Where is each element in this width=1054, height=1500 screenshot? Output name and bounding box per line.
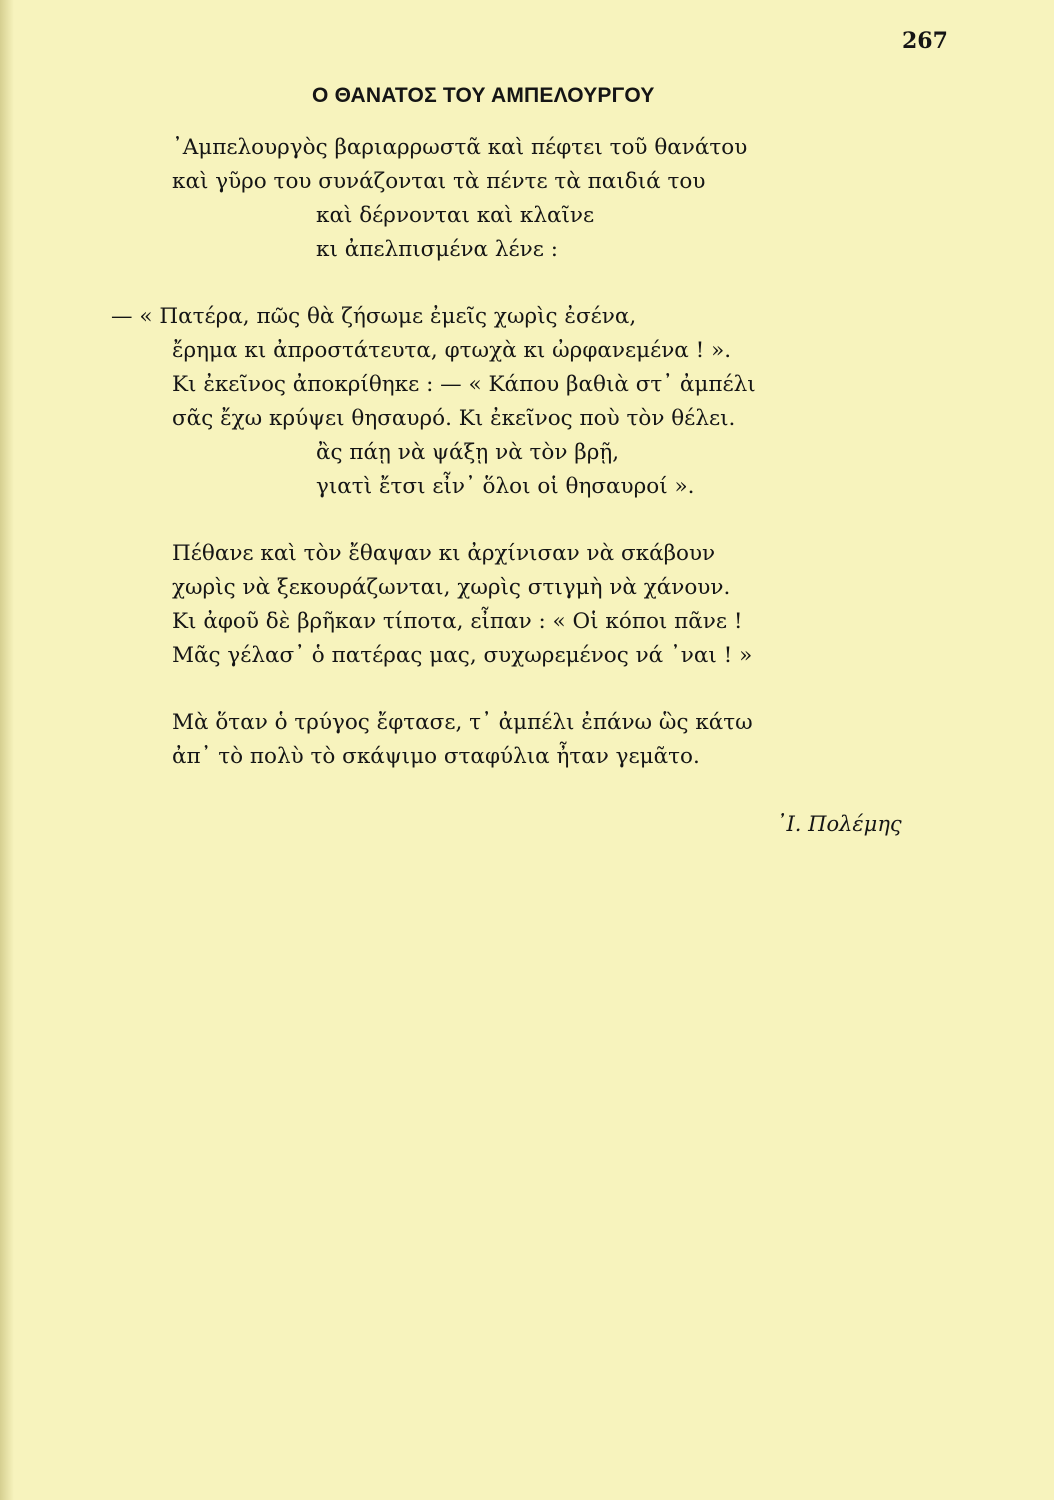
poem-line: Μὰ ὅταν ὁ τρύγος ἔφτασε, τ᾿ ἀμπέλι ἐπάνω ὣς κάτω — [172, 710, 753, 735]
poem-line: ἂς πάῃ νὰ ψάξῃ νὰ τὸν βρῇ, — [316, 440, 620, 465]
poem-line: ἀπ᾿ τὸ πολὺ τὸ σκάψιμο σταφύλια ἦταν γεμᾶτο. — [172, 744, 700, 769]
poem-line: ᾿Αμπελουργὸς βαριαρρωστᾶ καὶ πέφτει τοῦ θανάτου — [172, 135, 748, 160]
poem-title: Ο ΘΑΝΑΤΟΣ ΤΟΥ ΑΜΠΕΛΟΥΡΓΟΥ — [312, 84, 655, 107]
poem-line: Πέθανε καὶ τὸν ἔθαψαν κι ἀρχίνισαν νὰ σκάβουν — [172, 541, 716, 566]
poem-line: γιατὶ ἔτσι εἶν᾿ ὅλοι οἱ θησαυροί ». — [316, 474, 695, 499]
poem-line: καὶ γῦρο του συνάζονται τὰ πέντε τὰ παιδιά του — [172, 169, 706, 194]
page-number: 267 — [902, 28, 948, 54]
poem-line: κι ἀπελπισμένα λένε : — [316, 237, 558, 262]
poem-line: χωρὶς νὰ ξεκουράζωνται, χωρὶς στιγμὴ νὰ χάνουν. — [172, 575, 731, 600]
poem-line: Μᾶς γέλασ᾿ ὁ πατέρας μας, συχωρεμένος νά ᾿ναι ! » — [172, 643, 753, 668]
poem-line: σᾶς ἔχω κρύψει θησαυρό. Κι ἐκεῖνος ποὺ τὸν θέλει. — [172, 406, 736, 431]
page-edge-shadow — [0, 0, 14, 1500]
poem-line: Κι ἀφοῦ δὲ βρῆκαν τίποτα, εἶπαν : « Οἱ κόποι πᾶνε ! — [172, 609, 743, 634]
poem-line: ἔρημα κι ἀπροστάτευτα, φτωχὰ κι ὠρφανεμένα ! ». — [172, 338, 732, 363]
poem-line: Κι ἐκεῖνος ἀποκρίθηκε : — « Κάπου βαθιὰ στ᾿ ἀμπέλι — [172, 372, 756, 397]
poem-line: καὶ δέρνονται καὶ κλαῖνε — [316, 203, 595, 228]
poem-line: — « Πατέρα, πῶς θὰ ζήσωμε ἐμεῖς χωρὶς ἐσένα, — [111, 304, 637, 329]
author-signature: ᾿Ι. Πολέμης — [776, 812, 902, 836]
